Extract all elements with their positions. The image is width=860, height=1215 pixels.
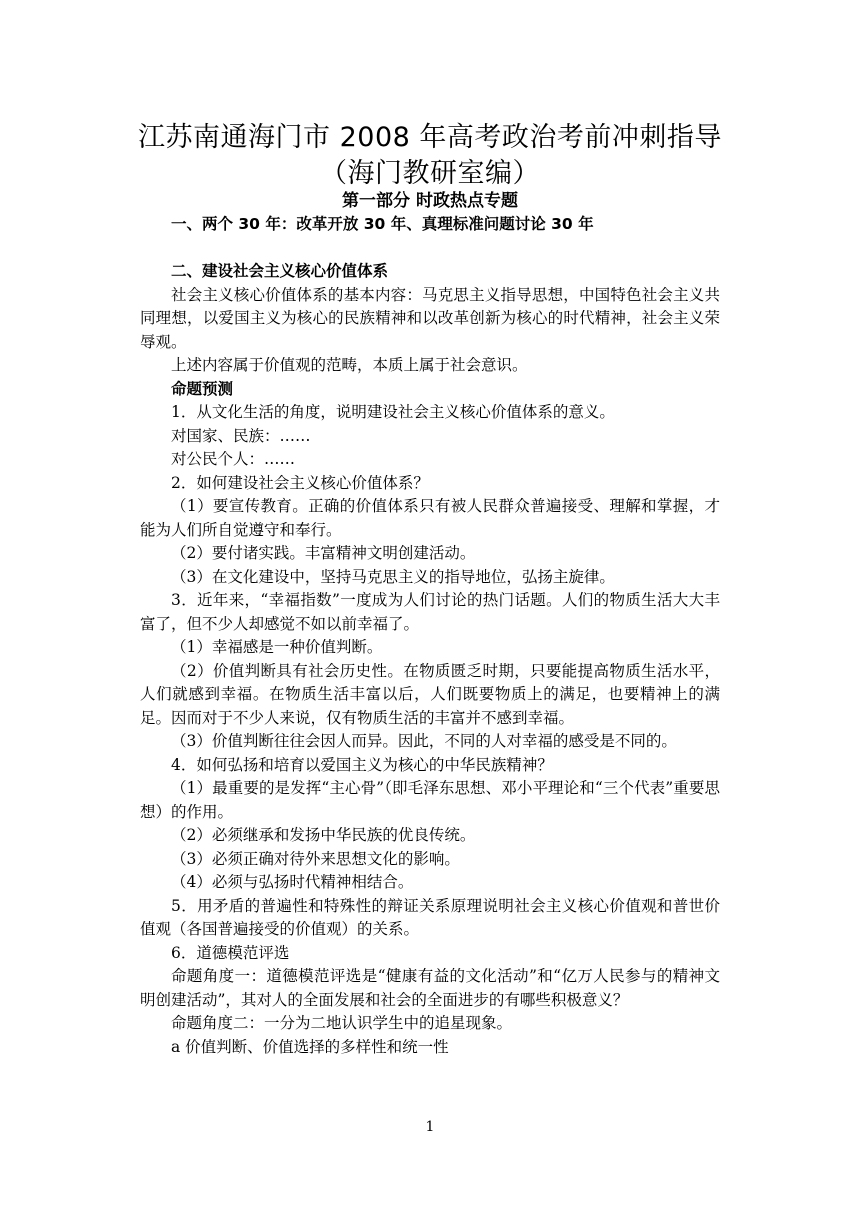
body-paragraph: a 价值判断、价值选择的多样性和统一性 bbox=[171, 1037, 449, 1056]
section-heading: 二、建设社会主义核心价值体系 bbox=[171, 262, 389, 280]
body-paragraph: 对公民个人：…… bbox=[171, 450, 296, 468]
body-paragraph: （3）必须正确对待外来思想文化的影响。 bbox=[171, 849, 460, 868]
body-paragraph: 命题角度一：道德模范评选是“健康有益的文化活动”和“亿万人民参与的精神文明创建活动”，其对人的全面发展和社会的全面进步的有哪些积极意义？ bbox=[140, 967, 720, 1009]
document-title: 江苏南通海门市 2008 年高考政治考前冲刺指导 bbox=[138, 122, 722, 153]
part-title: 第一部分 时政热点专题 bbox=[342, 191, 518, 211]
body-paragraph: （2）价值判断具有社会历史性。在物质匮乏时期，只要能提高物质生活水平，人们就感到幸福。在物质生活丰富以后，人们既要物质上的满足，也要精神上的满足。因而对于不少人来说，仅有物质生活的丰富并不感到幸福。 bbox=[140, 661, 720, 727]
body-paragraph: （2）要付诸实践。丰富精神文明创建活动。 bbox=[171, 544, 476, 562]
page-number: 1 bbox=[425, 1119, 435, 1135]
body-paragraph: 5．用矛盾的普遍性和特殊性的辩证关系原理说明社会主义核心价值观和普世价值观（各国普遍接受的价值观）的关系。 bbox=[140, 896, 720, 938]
body-paragraph: 4．如何弘扬和培育以爱国主义为核心的中华民族精神？ bbox=[171, 755, 553, 774]
body-paragraph: （1）幸福感是一种价值判断。 bbox=[171, 638, 383, 656]
body-paragraph: 命题角度二：一分为二地认识学生中的追星现象。 bbox=[171, 1014, 513, 1032]
body-paragraph: （2）必须继承和发扬中华民族的优良传统。 bbox=[171, 826, 476, 844]
body-paragraph: 上述内容属于价值观的范畴，本质上属于社会意识。 bbox=[171, 356, 528, 374]
section-heading: 命题预测 bbox=[171, 379, 234, 398]
body-paragraph: 6．道德模范评选 bbox=[171, 943, 290, 962]
body-paragraph: （3）价值判断往往会因人而异。因此，不同的人对幸福的感受是不同的。 bbox=[171, 732, 677, 750]
body-paragraph: （3）在文化建设中，坚持马克思主义的指导地位，弘扬主旋律。 bbox=[171, 567, 615, 586]
body-paragraph: 3．近年来，“幸福指数”一度成为人们讨论的热门话题。人们的物质生活大大丰富了，但不少人却感觉不如以前幸福了。 bbox=[140, 591, 720, 633]
body-paragraph: 1．从文化生活的角度，说明建设社会主义核心价值体系的意义。 bbox=[171, 403, 615, 421]
body-paragraph: （4）必须与弘扬时代精神相结合。 bbox=[171, 873, 414, 891]
document-body bbox=[140, 213, 720, 1059]
section-heading: 一、两个 30 年：改革开放 30 年、真理标准问题讨论 30 年 bbox=[171, 215, 594, 233]
blank-line bbox=[140, 237, 720, 261]
body-paragraph: 2．如何建设社会主义核心价值体系？ bbox=[171, 473, 429, 492]
document-subtitle: （海门教研室编） bbox=[320, 158, 540, 189]
body-paragraph: （1）要宣传教育。正确的价值体系只有被人民群众普遍接受、理解和掌握，才能为人们所自觉遵守和奉行。 bbox=[140, 497, 720, 539]
body-paragraph: （1）最重要的是发挥“主心骨”（即毛泽东思想、邓小平理论和“三个代表”重要思想）的作用。 bbox=[140, 779, 720, 821]
body-paragraph: 社会主义核心价值体系的基本内容：马克思主义指导思想，中国特色社会主义共同理想，以爱国主义为核心的民族精神和以改革创新为核心的时代精神，社会主义荣辱观。 bbox=[140, 285, 720, 351]
body-paragraph: 对国家、民族：…… bbox=[171, 426, 311, 445]
